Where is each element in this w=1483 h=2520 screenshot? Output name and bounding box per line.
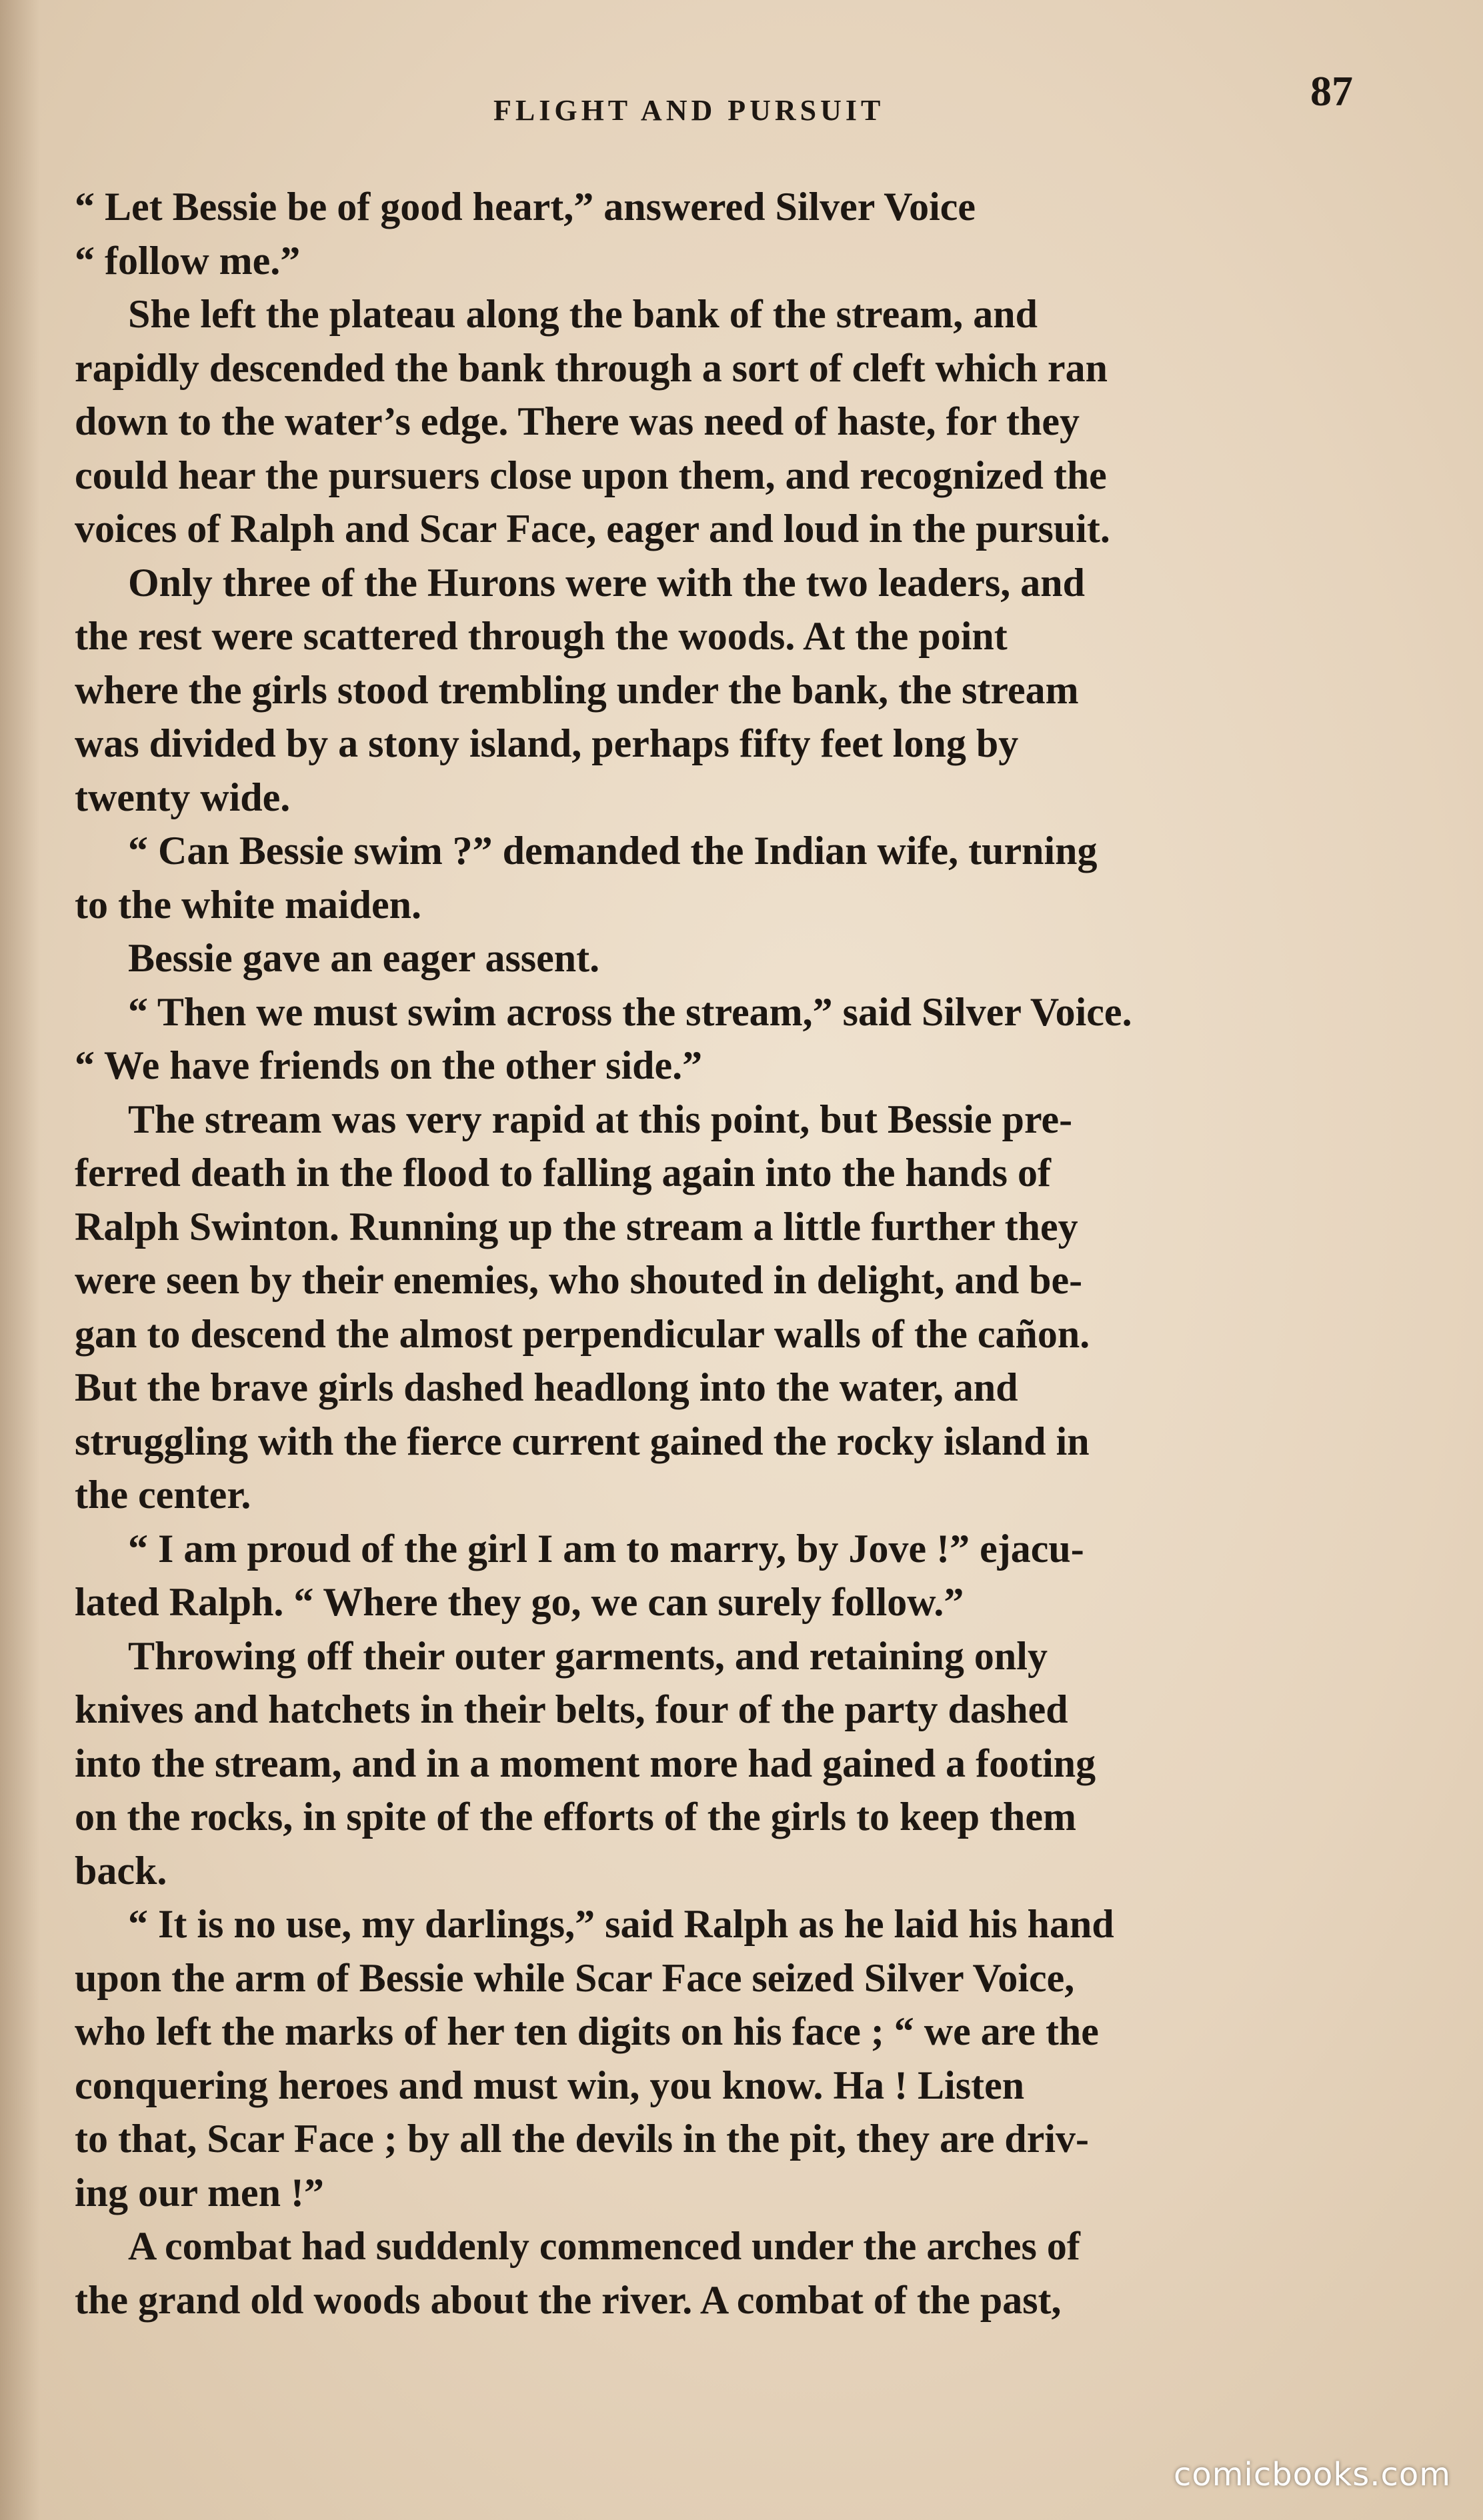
watermark: comicbooks.com — [1173, 2456, 1451, 2493]
text-line: Bessie gave an eager assent. — [128, 936, 600, 980]
text-line: A combat had suddenly commenced under the arches of — [128, 2224, 1080, 2268]
text-line: who left the marks of her ten digits on his face ; “ we are the — [75, 2009, 1099, 2053]
text-line: to the white maiden. — [75, 882, 421, 927]
text-line: where the girls stood trembling under the bank, the stream — [75, 667, 1079, 712]
text-line: were seen by their enemies, who shouted in delight, and be- — [75, 1258, 1083, 1302]
page-spine-shadow — [0, 0, 40, 2520]
text-line: The stream was very rapid at this point, but Bessie pre- — [128, 1097, 1073, 1141]
page-number: 87 — [1310, 67, 1353, 115]
text-line: knives and hatchets in their belts, four of the party dashed — [75, 1687, 1068, 1731]
text-line: to that, Scar Face ; by all the devils in the pit, they are driv- — [75, 2117, 1089, 2161]
text-line: “ follow me.” — [75, 238, 301, 283]
text-line: lated Ralph. “ Where they go, we can surely follow.” — [75, 1580, 964, 1624]
text-line: upon the arm of Bessie while Scar Face seized Silver Voice, — [75, 1955, 1075, 2000]
text-line: “ We have friends on the other side.” — [75, 1043, 703, 1087]
text-line: “ Then we must swim across the stream,” said Silver Voice. — [128, 989, 1132, 1034]
text-line: voices of Ralph and Scar Face, eager and loud in the pursuit. — [75, 507, 1110, 551]
text-line: struggling with the fierce current gained the rocky island in — [75, 1419, 1090, 1463]
body-text — [75, 180, 1354, 2327]
text-line: was divided by a stony island, perhaps fifty feet long by — [75, 721, 1019, 765]
text-line: into the stream, and in a moment more had gained a footing — [75, 1741, 1096, 1785]
text-line: the rest were scattered through the woods. At the point — [75, 614, 1008, 658]
text-line: Ralph Swinton. Running up the stream a little further they — [75, 1204, 1078, 1249]
running-title: FLIGHT AND PURSUIT — [493, 94, 885, 127]
text-line: “ Can Bessie swim ?” demanded the Indian wife, turning — [128, 829, 1098, 873]
text-line: “ It is no use, my darlings,” said Ralph as he laid his hand — [128, 1902, 1114, 1946]
text-line: gan to descend the almost perpendicular walls of the cañon. — [75, 1311, 1090, 1356]
text-line: ing our men !” — [75, 2170, 324, 2215]
text-line: the center. — [75, 1473, 251, 1517]
text-line: conquering heroes and must win, you know. Ha ! Listen — [75, 2063, 1025, 2107]
text-line: “ Let Bessie be of good heart,” answered Silver Voice — [75, 185, 976, 229]
text-line: Throwing off their outer garments, and retaining only — [128, 1633, 1048, 1678]
text-line: on the rocks, in spite of the efforts of the girls to keep them — [75, 1795, 1077, 1839]
text-line: She left the plateau along the bank of the stream, and — [128, 292, 1038, 336]
text-line: “ I am proud of the girl I am to marry, by Jove !” ejacu- — [128, 1526, 1084, 1571]
text-line: back. — [75, 1848, 167, 1893]
text-line: But the brave girls dashed headlong into the water, and — [75, 1365, 1018, 1409]
text-line: Only three of the Hurons were with the two leaders, and — [128, 560, 1085, 605]
text-line: the grand old woods about the river. A combat of the past, — [75, 2277, 1062, 2322]
text-line: twenty wide. — [75, 775, 291, 819]
text-line: could hear the pursuers close upon them, and recognized the — [75, 453, 1107, 497]
text-line: ferred death in the flood to falling again into the hands of — [75, 1151, 1051, 1195]
text-line: rapidly descended the bank through a sort of cleft which ran — [75, 345, 1108, 390]
text-line: down to the water’s edge. There was need of haste, for they — [75, 399, 1080, 443]
